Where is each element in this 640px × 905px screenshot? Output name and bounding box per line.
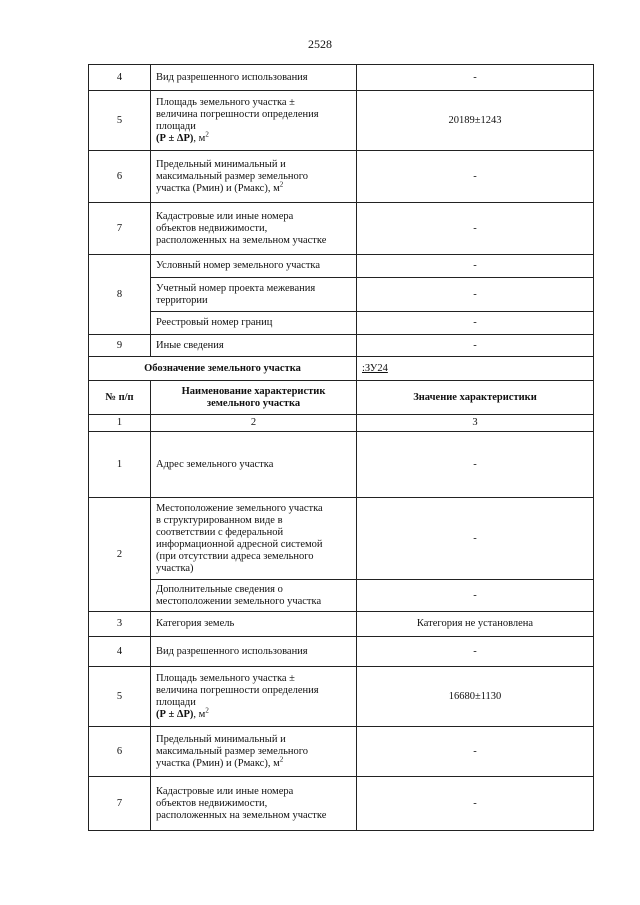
label-line: местоположении земельного участка bbox=[156, 595, 322, 607]
label-line: Площадь земельного участка ± bbox=[156, 672, 295, 684]
characteristic-value: - bbox=[357, 637, 594, 667]
row-number: 6 bbox=[89, 151, 151, 203]
label-line: объектов недвижимости, bbox=[156, 222, 268, 234]
designation-value: :ЗУ24 bbox=[357, 357, 594, 381]
table-row bbox=[89, 580, 594, 612]
column-header-value: Значение характеристики bbox=[357, 381, 594, 415]
label-line: площади bbox=[156, 120, 196, 132]
land-plot-table bbox=[88, 64, 594, 831]
label-line bbox=[156, 755, 351, 770]
row-number: 4 bbox=[89, 637, 151, 667]
characteristic-label: Адрес земельного участка bbox=[151, 432, 357, 498]
table-row bbox=[89, 637, 594, 667]
row-number: 5 bbox=[89, 667, 151, 727]
table-row bbox=[89, 498, 594, 580]
header-line: земельного участка bbox=[206, 397, 301, 409]
characteristic-value: - bbox=[357, 278, 594, 312]
characteristic-value: 16680±1130 bbox=[357, 667, 594, 727]
characteristic-value: - bbox=[357, 777, 594, 831]
label-line: Кадастровые или иные номера bbox=[156, 785, 294, 797]
label-line: участка) bbox=[156, 562, 194, 574]
designation-row bbox=[89, 357, 594, 381]
characteristic-label: Категория земель bbox=[151, 612, 357, 637]
table-row bbox=[89, 278, 594, 312]
characteristic-label: Вид разрешенного использования bbox=[151, 637, 357, 667]
characteristic-label: Реестровый номер границ bbox=[151, 312, 357, 335]
label-line: в структурированном виде в bbox=[156, 514, 283, 526]
table-row bbox=[89, 432, 594, 498]
unit: , м bbox=[193, 132, 206, 144]
characteristic-label bbox=[151, 278, 357, 312]
label-line: Предельный минимальный и bbox=[156, 158, 286, 170]
column-header-name bbox=[151, 381, 357, 415]
row-number: 5 bbox=[89, 91, 151, 151]
characteristic-label bbox=[151, 777, 357, 831]
characteristic-label bbox=[151, 498, 357, 580]
characteristic-label bbox=[151, 727, 357, 777]
row-number: 7 bbox=[89, 777, 151, 831]
row-number: 2 bbox=[89, 498, 151, 612]
row-number: 9 bbox=[89, 335, 151, 357]
table-row bbox=[89, 151, 594, 203]
characteristic-label: Вид разрешенного использования bbox=[151, 65, 357, 91]
characteristic-label bbox=[151, 580, 357, 612]
row-number: 4 bbox=[89, 65, 151, 91]
table-row bbox=[89, 667, 594, 727]
table-row bbox=[89, 91, 594, 151]
table-row bbox=[89, 335, 594, 357]
designation-label: Обозначение земельного участка bbox=[89, 357, 357, 381]
table-row bbox=[89, 777, 594, 831]
label-line: объектов недвижимости, bbox=[156, 797, 268, 809]
unit-superscript: 2 bbox=[205, 130, 209, 138]
label-line: расположенных на земельном участке bbox=[156, 234, 327, 246]
label-line: площади bbox=[156, 696, 196, 708]
label-line bbox=[156, 130, 351, 145]
row-number: 7 bbox=[89, 203, 151, 255]
characteristic-value: Категория не установлена bbox=[357, 612, 594, 637]
characteristic-label bbox=[151, 667, 357, 727]
label-line: Местоположение земельного участка bbox=[156, 502, 323, 514]
table-row bbox=[89, 255, 594, 278]
label-line: Дополнительные сведения о bbox=[156, 583, 283, 595]
label-line: территории bbox=[156, 294, 208, 306]
table-row bbox=[89, 727, 594, 777]
area-formula: (Р ± ΔР) bbox=[156, 132, 194, 144]
label-line: Предельный минимальный и bbox=[156, 733, 286, 745]
characteristic-value: - bbox=[357, 727, 594, 777]
characteristic-value: 20189±1243 bbox=[357, 91, 594, 151]
characteristic-value: - bbox=[357, 65, 594, 91]
characteristic-label: Условный номер земельного участка bbox=[151, 255, 357, 278]
label-line: соответствии с федеральной bbox=[156, 526, 284, 538]
column-header-number: № п/п bbox=[89, 381, 151, 415]
column-number: 3 bbox=[357, 415, 594, 432]
label-line: Площадь земельного участка ± bbox=[156, 96, 295, 108]
characteristic-value: - bbox=[357, 312, 594, 335]
characteristic-value: - bbox=[357, 255, 594, 278]
characteristic-label bbox=[151, 203, 357, 255]
table-row bbox=[89, 65, 594, 91]
unit-superscript: 2 bbox=[279, 180, 284, 188]
unit-superscript: 2 bbox=[279, 755, 284, 763]
characteristic-label bbox=[151, 91, 357, 151]
label-line: расположенных на земельном участке bbox=[156, 809, 327, 821]
label-line: (при отсутствии адреса земельного bbox=[156, 550, 314, 562]
label-line bbox=[156, 706, 351, 721]
label-line: максимальный размер земельного bbox=[156, 745, 309, 757]
label-line: Учетный номер проекта межевания bbox=[156, 282, 316, 294]
row-number: 8 bbox=[89, 255, 151, 335]
table-row bbox=[89, 612, 594, 637]
characteristic-value: - bbox=[357, 580, 594, 612]
row-number: 3 bbox=[89, 612, 151, 637]
characteristic-value: - bbox=[357, 151, 594, 203]
area-formula: (Р ± ΔР) bbox=[156, 708, 194, 720]
column-number: 1 bbox=[89, 415, 151, 432]
characteristic-value: - bbox=[357, 335, 594, 357]
unit: , м bbox=[193, 708, 206, 720]
label-last-line: участка (Рмин) и (Рмакс), м bbox=[156, 757, 280, 769]
label-line: величина погрешности определения bbox=[156, 684, 319, 696]
label-line bbox=[156, 180, 351, 195]
characteristic-label bbox=[151, 151, 357, 203]
row-number: 1 bbox=[89, 432, 151, 498]
unit-superscript: 2 bbox=[205, 706, 209, 714]
table-row bbox=[89, 312, 594, 335]
page-number: 2528 bbox=[308, 37, 332, 51]
characteristic-value: - bbox=[357, 432, 594, 498]
column-number-row bbox=[89, 415, 594, 432]
column-number: 2 bbox=[151, 415, 357, 432]
characteristic-value: - bbox=[357, 203, 594, 255]
label-line: Кадастровые или иные номера bbox=[156, 210, 294, 222]
header-row bbox=[89, 381, 594, 415]
row-number: 6 bbox=[89, 727, 151, 777]
label-line: информационной адресной системой bbox=[156, 538, 323, 550]
characteristic-label: Иные сведения bbox=[151, 335, 357, 357]
label-last-line: участка (Рмин) и (Рмакс), м bbox=[156, 182, 280, 194]
label-line: величина погрешности определения bbox=[156, 108, 319, 120]
label-line: максимальный размер земельного bbox=[156, 170, 309, 182]
characteristic-value: - bbox=[357, 498, 594, 580]
header-line: Наименование характеристик bbox=[181, 385, 326, 397]
table-row bbox=[89, 203, 594, 255]
